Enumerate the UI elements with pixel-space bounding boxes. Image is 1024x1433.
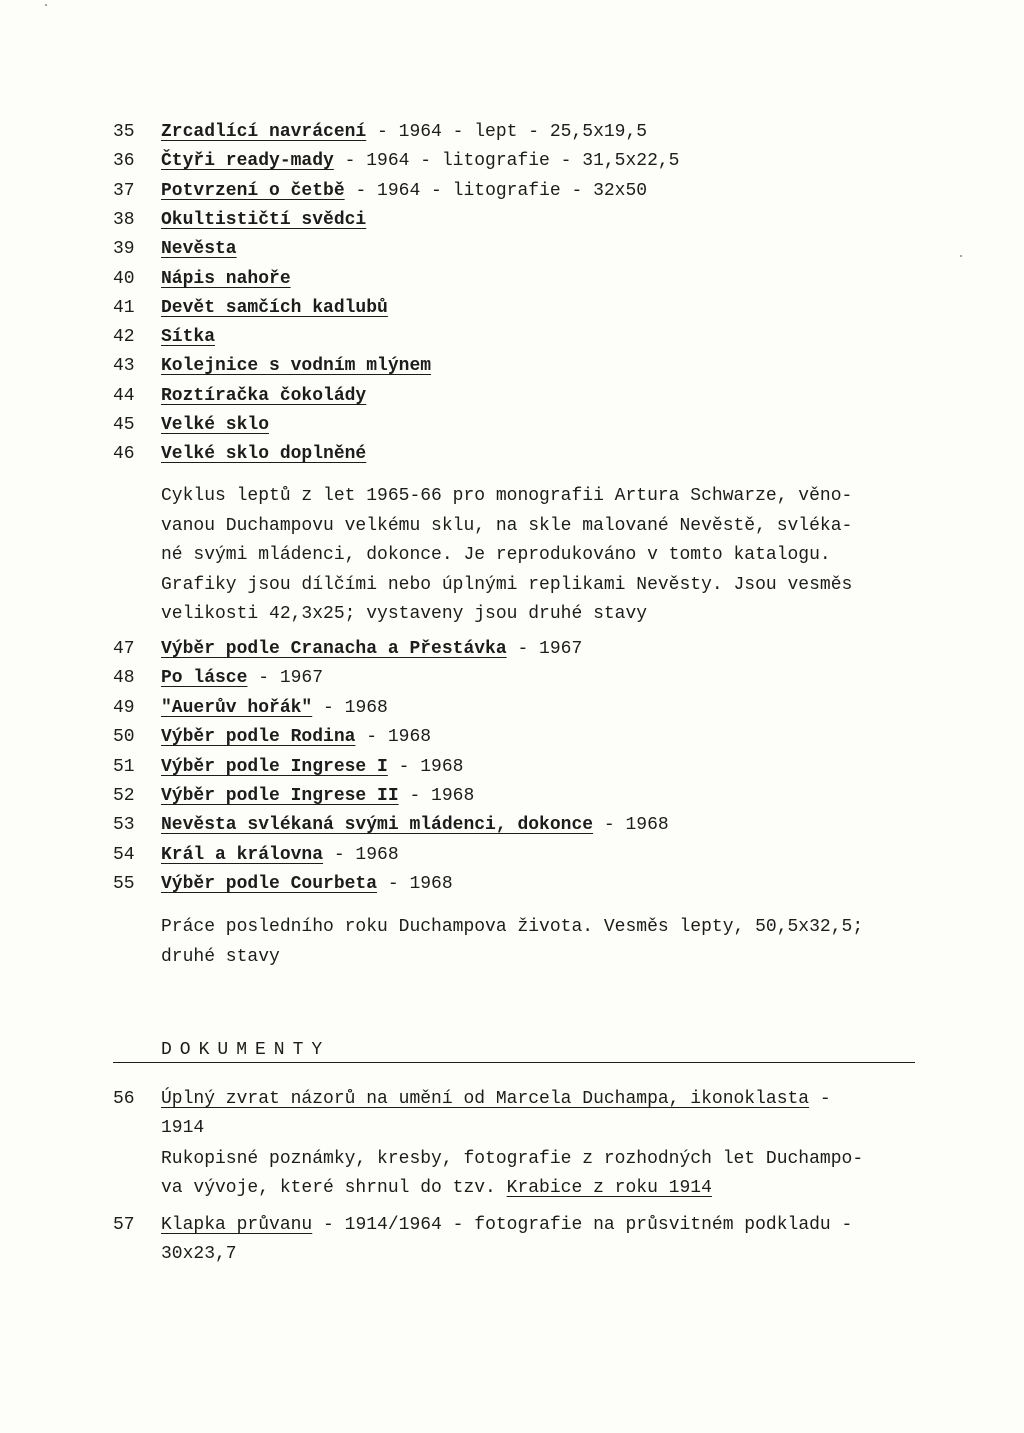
entry-title: Čtyři ready-mady [161, 151, 334, 172]
entry-details: - 1964 - lept - 25,5x19,5 [366, 122, 648, 142]
entry-number: 49 [113, 697, 135, 718]
entry-title: Sítka [161, 327, 216, 348]
entry-title: Výběr podle Ingrese I [161, 756, 388, 777]
entry-number: 52 [113, 786, 135, 806]
entry-number: 38 [113, 209, 135, 230]
entry-number: 50 [113, 727, 135, 748]
entry-title: Roztíračka čokolády [161, 385, 367, 406]
entry-details: - 1968 [398, 786, 475, 806]
entry-number: 57 [113, 1215, 135, 1235]
paragraph-line: velikosti 42,3x25; vystaveny jsou druhé stavy [161, 604, 648, 624]
entry-number: 37 [113, 180, 135, 201]
paragraph-line: druhé stavy [161, 946, 280, 967]
entry-title: Král a královna [161, 844, 324, 865]
entry-number: 56 [113, 1089, 135, 1109]
entry-details: - 1968 [377, 874, 453, 895]
entry-number: 44 [113, 385, 135, 406]
entry-details: - [809, 1089, 831, 1109]
entry-details: - 1968 [323, 844, 399, 865]
entry-title: Výběr podle Rodina [161, 727, 356, 748]
entry-year: 1914 [161, 1118, 205, 1138]
entry-title: Klapka průvanu [161, 1215, 313, 1235]
entry-details: - 1964 - litografie - 31,5x22,5 [333, 151, 680, 172]
paper-speck [960, 255, 962, 257]
entry-details: - 1914/1964 - fotografie na průsvitném podkladu - [312, 1215, 853, 1235]
entry-number: 36 [113, 151, 135, 172]
entry-number: 39 [113, 239, 135, 260]
entry-details: - 1968 [355, 727, 432, 748]
entry-title: Velké sklo [161, 415, 270, 435]
entry-title: Po lásce [161, 668, 248, 689]
entry-details: - 1968 [387, 756, 464, 777]
entry-title: Okultističtí svědci [161, 209, 367, 230]
entry-number: 47 [113, 639, 135, 659]
entry-details: - 1968 [312, 697, 388, 718]
entry-number: 46 [113, 444, 135, 465]
entry-details: - 1964 - litografie - 32x50 [344, 180, 648, 201]
entry-number: 42 [113, 327, 135, 348]
entry-number: 35 [113, 122, 135, 142]
paragraph-line: vanou Duchampovu velkému sklu, na skle malované Nevěstě, svléka- [161, 515, 853, 536]
paragraph-line: né svými mládenci, dokonce. Je reprodukováno v tomto katalogu. [161, 545, 831, 565]
entry-title: Nevěsta svlékaná svými mládenci, dokonce [161, 815, 594, 836]
entry-title: Výběr podle Cranacha a Přestávka [161, 639, 507, 659]
entry-number: 51 [113, 756, 135, 777]
entry-title: Výběr podle Courbeta [161, 874, 378, 895]
catalog-page: 35 Zrcadlící navrácení - 1964 - lept - 25,5x19,5 36 Čtyři ready-mady - 1964 - litografie - 31,5x22,5 37 Potvrzení o četbě - 1964 - litografie - 32x50 38 Okultističtí svědci 39 Nevěsta 40 Nápis nahoře 41 Devět samčích kadlubů 42 Sítka 43 Kolejnice s vodním mlýnem 44 Roztíračka čokolády 45 Velké sklo 46 Velké sklo doplněné Cyklus leptů z let 1965-66 pro monografii Artura Schwarze, věno- vanou Duchampovu velkému sklu, na skle malované Nevěstě, svléka- né svými mládenci, dokonce. Je reprodukováno v tomto katalogu. Grafiky jsou dílčími nebo úplnými replikami Nevěsty. Jsou vesměs velikosti 42,3x25; vystaveny jsou druhé stavy 47 Výběr podle Cranacha a Přestávka - 1967 48 Po lásce - 1967 49 "Auerův hořák" - 1968 50 Výběr podle Rodina - 1968 51 Výběr podle Ingrese I - 1968 52 Výběr podle Ingrese II - 1968 53 Nevěsta svlékaná svými mládenci, dokonce - 1968 54 Král a královna - 1968 55 Výběr podle Courbeta - 1968 Práce posledního roku Duchampova života. Vesměs lepty, 50,5x32,5; druhé stavy DOKUMENTY 56 Úplný zvrat názorů na umění od Marcela Duchampa, ikonoklasta - 1914 Rukopisné poznámky, kresby, fotografie z rozhodných let Duchampo- va vývoje, které shrnul do tzv. Krabice z roku 1914 57 Klapka průvanu - 1914/1964 - fotografie na průsvitném podkladu - 30x23,7 [0, 0, 1024, 1433]
entry-title: Nápis nahoře [161, 268, 291, 289]
entry-title: Výběr podle Ingrese II [161, 786, 399, 806]
entry-title: Devět samčích kadlubů [161, 297, 388, 318]
entry-number: 45 [113, 415, 135, 435]
entry-title: Potvrzení o četbě [161, 180, 345, 201]
entry-title: Kolejnice s vodním mlýnem [161, 356, 432, 377]
entry-dimensions: 30x23,7 [161, 1244, 237, 1264]
entry-title: Zrcadlící navrácení [161, 122, 367, 142]
entry-number: 40 [113, 268, 135, 289]
box-1914-reference: Krabice z roku 1914 [506, 1178, 712, 1198]
entry-number: 41 [113, 297, 135, 318]
entry-number: 48 [113, 668, 135, 689]
entry-title: Úplný zvrat názorů na umění od Marcela Duchampa, ikonoklasta [161, 1089, 810, 1109]
paragraph-line: Cyklus leptů z let 1965-66 pro monografii Artura Schwarze, věno- [161, 486, 853, 506]
entry-title: Velké sklo doplněné [161, 444, 367, 465]
entry-details: - 1967 [506, 639, 583, 659]
section-heading-documents: DOKUMENTY [161, 1040, 331, 1060]
entry-number: 55 [113, 874, 135, 895]
entry-number: 54 [113, 844, 135, 865]
entry-title: Nevěsta [161, 239, 237, 260]
entry-number: 53 [113, 815, 135, 836]
entry-number: 43 [113, 356, 135, 377]
paragraph-line: Grafiky jsou dílčími nebo úplnými replikami Nevěsty. Jsou vesměs [161, 574, 853, 595]
entry-details: - 1967 [247, 668, 324, 689]
entry-title: "Auerův hořák" [161, 697, 313, 718]
entry-details: - 1968 [593, 815, 669, 836]
paper-speck [45, 4, 47, 6]
paragraph-line: Práce posledního roku Duchampova života. Vesměs lepty, 50,5x32,5; [161, 917, 864, 937]
section-divider [113, 1062, 915, 1063]
